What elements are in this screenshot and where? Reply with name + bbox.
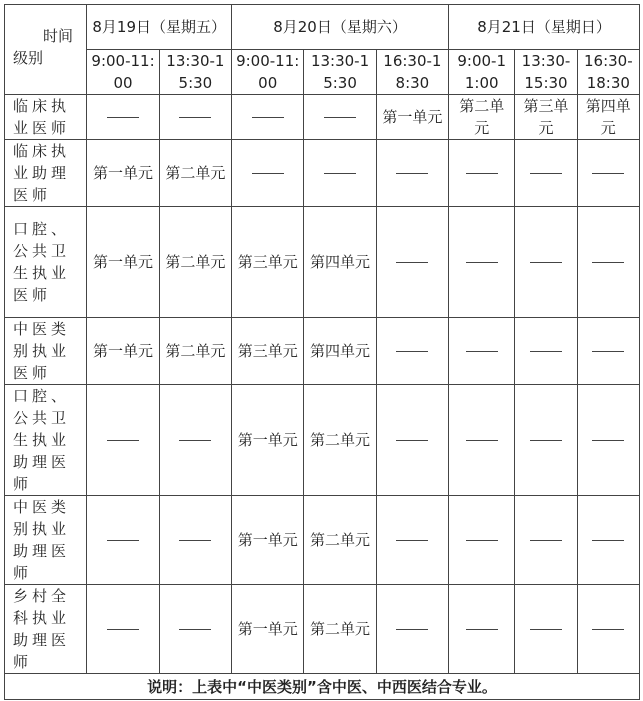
- no-exam-cell: [159, 95, 231, 140]
- date-header-aug19: 8月19日（星期五）: [87, 5, 232, 50]
- level-cell: 临床执业助理医师: [5, 140, 87, 207]
- no-exam-cell: [449, 140, 515, 207]
- no-exam-cell: [515, 385, 577, 496]
- time-slot-cell: 9:00-11:00: [449, 50, 515, 95]
- no-exam-cell: [87, 585, 159, 674]
- schedule-row: [5, 140, 640, 207]
- level-cell: 中医类别执业助理医师: [5, 496, 87, 585]
- no-exam-cell: [304, 95, 376, 140]
- dash-mark: [396, 629, 428, 630]
- dash-mark: [530, 173, 562, 174]
- dash-mark: [466, 351, 498, 352]
- no-exam-cell: [449, 318, 515, 385]
- exam-unit-cell: 第二单元: [304, 585, 376, 674]
- exam-unit-cell: 第二单元: [159, 318, 231, 385]
- no-exam-cell: [232, 140, 304, 207]
- exam-unit-cell: 第二单元: [159, 140, 231, 207]
- dash-mark: [530, 351, 562, 352]
- date-header-row: [5, 5, 640, 50]
- dash-mark: [466, 440, 498, 441]
- exam-unit-cell: 第二单元: [159, 207, 231, 318]
- time-slot-cell: 13:30-15:30: [304, 50, 376, 95]
- exam-schedule-table: [4, 4, 640, 700]
- exam-unit-cell: 第四单元: [304, 318, 376, 385]
- dash-mark: [396, 173, 428, 174]
- no-exam-cell: [87, 95, 159, 140]
- no-exam-cell: [376, 385, 448, 496]
- dash-mark: [530, 440, 562, 441]
- date-header-aug21: 8月21日（星期日）: [449, 5, 640, 50]
- exam-unit-cell: 第一单元: [376, 95, 448, 140]
- no-exam-cell: [376, 140, 448, 207]
- exam-unit-cell: 第二单元: [304, 496, 376, 585]
- dash-mark: [466, 262, 498, 263]
- no-exam-cell: [449, 585, 515, 674]
- no-exam-cell: [577, 585, 639, 674]
- schedule-row: [5, 318, 640, 385]
- dash-mark: [179, 440, 211, 441]
- no-exam-cell: [376, 318, 448, 385]
- no-exam-cell: [577, 318, 639, 385]
- dash-mark: [592, 629, 624, 630]
- dash-mark: [179, 629, 211, 630]
- schedule-row: [5, 207, 640, 318]
- no-exam-cell: [515, 585, 577, 674]
- no-exam-cell: [304, 140, 376, 207]
- exam-unit-cell: 第四单元: [304, 207, 376, 318]
- no-exam-cell: [577, 385, 639, 496]
- time-slot-cell: 16:30-18:30: [577, 50, 639, 95]
- dash-mark: [396, 262, 428, 263]
- dash-mark: [107, 540, 139, 541]
- dash-mark: [179, 540, 211, 541]
- schedule-row: [5, 496, 640, 585]
- dash-mark: [466, 173, 498, 174]
- time-slot-cell: 9:00-11:00: [232, 50, 304, 95]
- time-slot-cell: 9:00-11:00: [87, 50, 159, 95]
- corner-header-cell: [5, 5, 87, 95]
- no-exam-cell: [515, 140, 577, 207]
- no-exam-cell: [577, 207, 639, 318]
- dash-mark: [396, 351, 428, 352]
- dash-mark: [107, 117, 139, 118]
- level-cell: 口腔、公共卫生执业助理医师: [5, 385, 87, 496]
- dash-mark: [592, 351, 624, 352]
- no-exam-cell: [515, 318, 577, 385]
- dash-mark: [592, 540, 624, 541]
- exam-unit-cell: 第三单元: [232, 207, 304, 318]
- no-exam-cell: [87, 385, 159, 496]
- exam-unit-cell: 第二单元: [449, 95, 515, 140]
- exam-unit-cell: 第一单元: [87, 140, 159, 207]
- no-exam-cell: [449, 385, 515, 496]
- dash-mark: [252, 117, 284, 118]
- dash-mark: [179, 117, 211, 118]
- schedule-row: [5, 95, 640, 140]
- time-slot-cell: 16:30-18:30: [376, 50, 448, 95]
- table-note: 说明：上表中“中医类别”含中医、中西医结合专业。: [5, 674, 640, 700]
- exam-unit-cell: 第二单元: [304, 385, 376, 496]
- exam-unit-cell: 第一单元: [232, 385, 304, 496]
- level-cell: 临床执业医师: [5, 95, 87, 140]
- no-exam-cell: [515, 496, 577, 585]
- dash-mark: [396, 540, 428, 541]
- no-exam-cell: [159, 496, 231, 585]
- no-exam-cell: [449, 496, 515, 585]
- no-exam-cell: [159, 585, 231, 674]
- no-exam-cell: [376, 585, 448, 674]
- level-cell: 中医类别执业医师: [5, 318, 87, 385]
- dash-mark: [592, 173, 624, 174]
- time-header-label: 时间: [43, 27, 74, 45]
- dash-mark: [107, 629, 139, 630]
- schedule-row: [5, 385, 640, 496]
- dash-mark: [324, 173, 356, 174]
- dash-mark: [466, 540, 498, 541]
- dash-mark: [592, 440, 624, 441]
- dash-mark: [530, 540, 562, 541]
- dash-mark: [107, 440, 139, 441]
- exam-unit-cell: 第一单元: [232, 496, 304, 585]
- exam-unit-cell: 第三单元: [515, 95, 577, 140]
- level-cell: 口腔、公共卫生执业医师: [5, 207, 87, 318]
- level-header-label: 级别: [13, 49, 44, 67]
- dash-mark: [466, 629, 498, 630]
- dash-mark: [252, 173, 284, 174]
- time-slot-cell: 13:30-15:30: [159, 50, 231, 95]
- no-exam-cell: [376, 207, 448, 318]
- exam-unit-cell: 第一单元: [232, 585, 304, 674]
- exam-unit-cell: 第一单元: [87, 207, 159, 318]
- dash-mark: [592, 262, 624, 263]
- no-exam-cell: [376, 496, 448, 585]
- exam-unit-cell: 第四单元: [577, 95, 639, 140]
- no-exam-cell: [232, 95, 304, 140]
- note-row: [5, 674, 640, 700]
- dash-mark: [324, 117, 356, 118]
- dash-mark: [530, 262, 562, 263]
- level-cell: 乡村全科执业助理医师: [5, 585, 87, 674]
- no-exam-cell: [87, 496, 159, 585]
- no-exam-cell: [577, 496, 639, 585]
- schedule-row: [5, 585, 640, 674]
- exam-unit-cell: 第三单元: [232, 318, 304, 385]
- time-slot-row: [5, 50, 640, 95]
- exam-unit-cell: 第一单元: [87, 318, 159, 385]
- no-exam-cell: [515, 207, 577, 318]
- date-header-aug20: 8月20日（星期六）: [232, 5, 449, 50]
- no-exam-cell: [159, 385, 231, 496]
- dash-mark: [530, 629, 562, 630]
- no-exam-cell: [577, 140, 639, 207]
- time-slot-cell: 13:30-15:30: [515, 50, 577, 95]
- no-exam-cell: [449, 207, 515, 318]
- dash-mark: [396, 440, 428, 441]
